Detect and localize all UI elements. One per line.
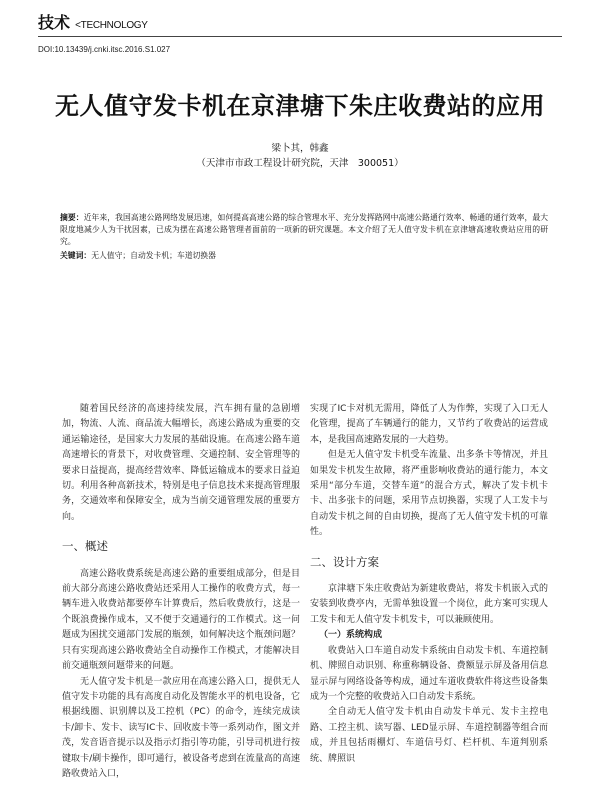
paper-title: 无人值守发卡机在京津塘下朱庄收费站的应用 (55, 92, 545, 120)
abstract-text: 近年来，我国高速公路网络发展迅速，如何提高高速公路的综合管理水平、充分发挥路网中高速公路通行效率、畅通的通行效率，最大限度地减少人为干扰因素，已成为摆在高速公路管理者面前的一项新的研究课题。本文介绍了无人值守发卡机在京津塘高速收费站应用的研究。 (60, 213, 549, 246)
section-heading-overview: 一、概述 (62, 539, 108, 554)
header-rule (38, 36, 562, 37)
abstract-label: 摘要： (60, 213, 84, 222)
right-column (310, 402, 548, 767)
design-paragraph: 京津塘下朱庄收费站为新建收费站，将发卡机嵌入式的安装到收费亭内，无需单独设置一个岗位，此方案可实现人工发卡和无人值守发卡机发卡，可以兼顾使用。 (310, 584, 548, 625)
keywords-text: 无人值守；自动发卡机；车道切换器 (91, 251, 216, 260)
keywords-label: 关键词： (60, 251, 92, 260)
overview-paragraph-1: 高速公路收费系统是高速公路的重要组成部分，但是目前大部分高速公路收费站还采用人工操作的收费方式，每一辆车进入收费站都要停车计算费后，然后收费放行，这是一个既浪费操作成本，又不便于交通通行的工作模式。这一问题成为困扰交通部门发展的瓶颈，如何解决这个瓶颈问题？只有实现高速公路收费站全自动操作工作模式，才能解决目前交通瓶颈问题带来的问题。 (62, 568, 300, 672)
keywords (60, 250, 548, 261)
section-heading-design: 二、设计方案 (310, 554, 379, 569)
page-header (38, 10, 562, 38)
section-label: 技术 (38, 13, 71, 32)
authors: 梁卜其，韩鑫 (271, 143, 329, 154)
system-paragraph-2: 全自动无人值守发卡机由自动发卡单元、发卡主控电路、工控主机、读写器、LED显示屏、车道控制器等组合而成，并且包括雨棚灯、车道信号灯、栏杆机、车道判别系统、牌照识 (310, 707, 548, 764)
system-paragraph-1: 收费站入口车道自动发卡系统由自动发卡机、车道控制机、牌照自动识别、称重称辆设备、费额显示屏及备用信息显示屏与网络设备等构成，通过车道收费软件将这些设备集成为一个完整的收费站入口自动发卡系统。 (310, 645, 548, 702)
continued-paragraph: 实现了IC卡对机无需用，降低了人为作弊，实现了入口无人化管理，提高了车辆通行的能力，又节约了收费站的运营成本，是我国高速路发展的一大趋势。 (310, 404, 548, 445)
doi: DOI:10.13439/j.cnki.itsc.2016.S1.027 (38, 45, 171, 54)
problem-paragraph: 但是无人值守发卡机受车流量、出多条卡等情况，并且如果发卡机发生故障，将严重影响收费站的通行能力，本文采用“部分车道，交替车道”的混合方式，解决了发卡机卡卡、出多张卡的问题，采用节点切换器，实现了人工发卡与自动发卡机之间的自由切换，提高了无人值守发卡机的可靠性。 (310, 450, 548, 538)
abstract (60, 212, 548, 248)
overview-paragraph-2: 无人值守发卡机是一款应用在高速公路入口，提供无人值守发卡功能的具有高度自动化及智能水平的机电设备，它根据线圈、识别牌以及工控机（PC）的命令，连续完成读卡/卸卡、发卡、读写IC卡、回收废卡等一系列动作，图文并茂，发音语音提示以及指示灯指引等功能，引导司机进行按键取卡/刷卡操作，即可通行，被设备考虑到在流量高的高速路收费站入口， (62, 676, 300, 779)
left-column (62, 402, 300, 782)
subsection-heading-system: （一）系统构成 (319, 630, 383, 641)
affiliation: （天津市市政工程设计研究院，天津 300051） (196, 158, 404, 169)
section-tag: <TECHNOLOGY (75, 20, 148, 31)
intro-paragraph: 随着国民经济的高速持续发展，汽车拥有量的急剧增加，物流、人流、商品流大幅增长，高速公路成为重要的交通运输途径，是国家大力发展的基础设施。在高速公路车道高速增长的背景下，对收费管理、交通控制、安全管理等的要求日益提高，提高经营效率、降低运输成本的要求日益迫切。利用各种高新技术，特别是电子信息技术来提高管理服务，交通效率和保障安全，成为当前交通管理发展的重要方向。 (62, 404, 300, 522)
